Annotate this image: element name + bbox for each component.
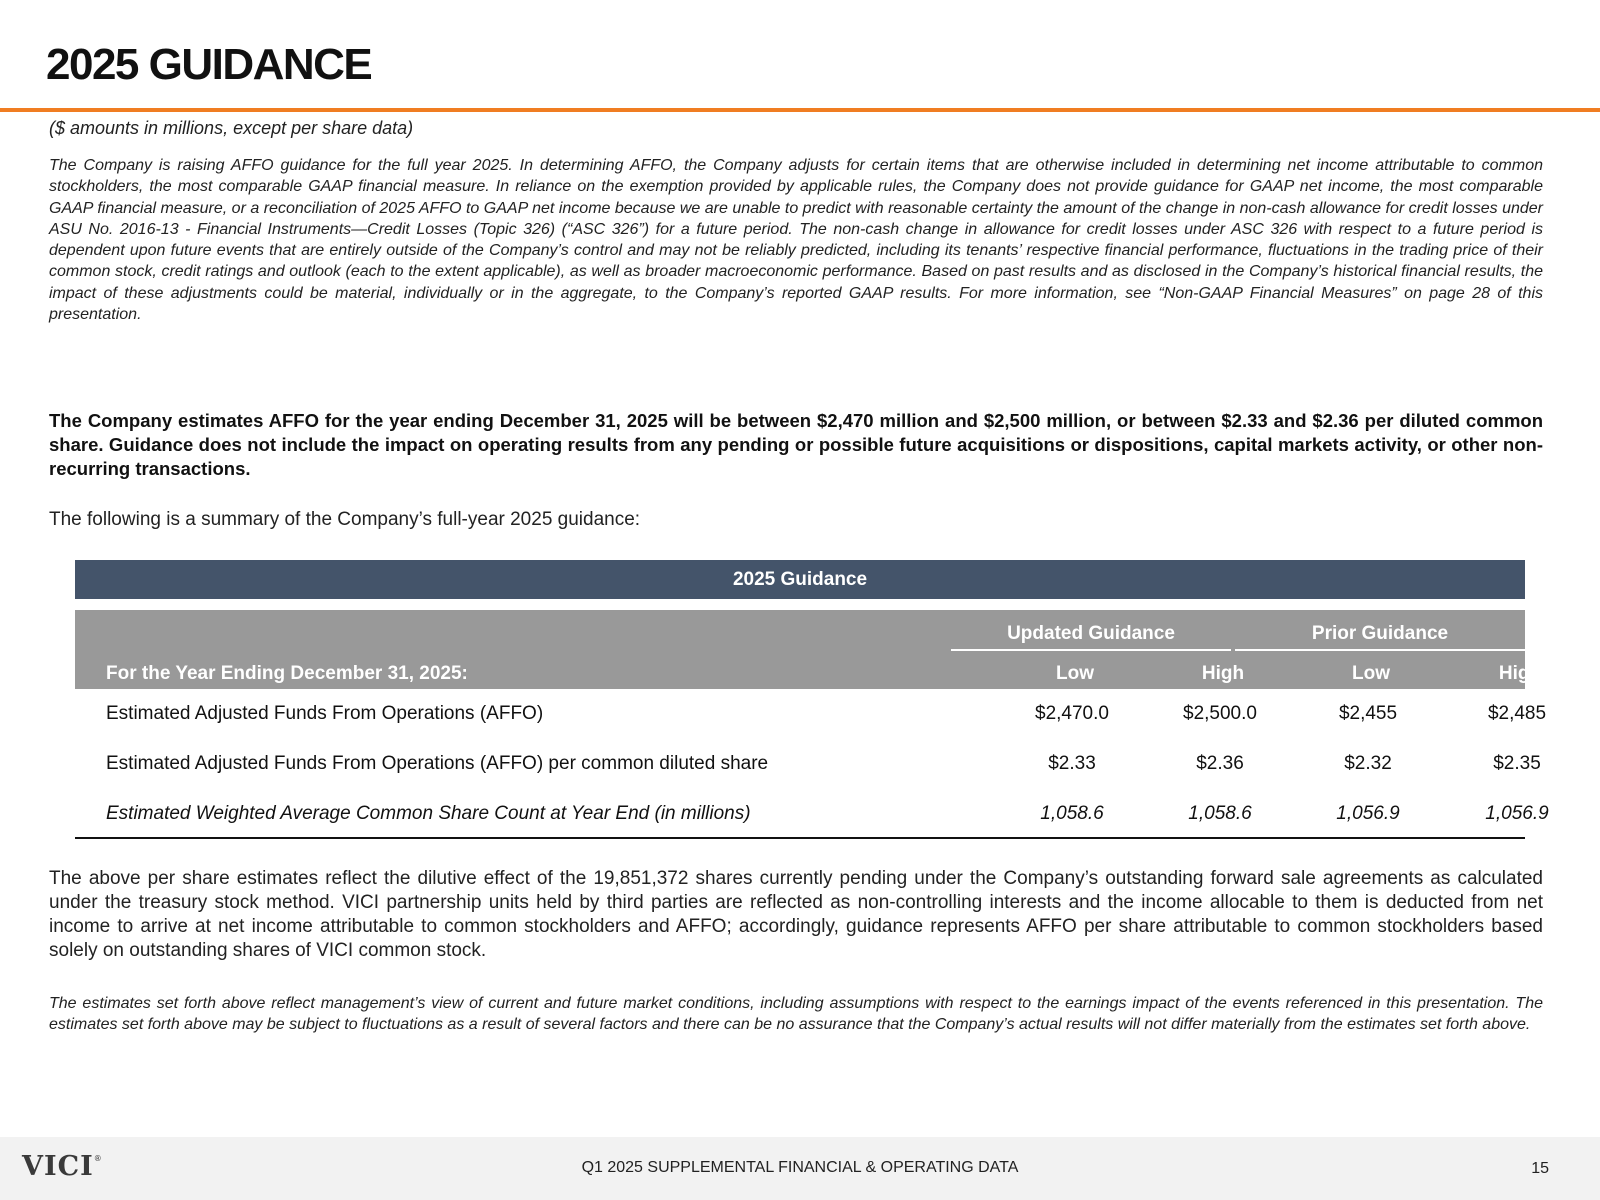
affo-estimate-statement: The Company estimates AFFO for the year ending December 31, 2025 will be between $2,470 million and $2,500 million, or between $2.33 and $2.36 per diluted common share. Guidance does not include the impact on operating results from any pending or possible future acquisitions or dispositions, capital markets activity, or other non-recurring transactions.: [49, 410, 1543, 479]
page-title: 2025 GUIDANCE: [46, 40, 372, 89]
per-share-notes-paragraph: The above per share estimates reflect the dilutive effect of the 19,851,372 shares currently pending under the Company’s outstanding forward sale agreements as calculated under the treasury stock method. VICI partnership units held by third parties are reflected as non-controlling interests and the income allocable to them is deducted from net income to arrive at net income attributable to common stockholders and AFFO; accordingly, guidance represents AFFO per share attributable to common stockholders based solely on outstanding shares of VICI common stock.: [49, 868, 1543, 961]
prior-guidance-underline: [1235, 649, 1525, 651]
cell-prior-low: 1,056.9: [1336, 803, 1400, 824]
table-row-share-count: [75, 789, 1549, 839]
table-row-affo-per-share: [75, 739, 1541, 789]
row-label: Estimated Adjusted Funds From Operations (AFFO): [106, 703, 544, 724]
guidance-table-banner: [75, 560, 1525, 599]
cell-prior-low: $2.32: [1344, 753, 1392, 774]
cell-updated-high: $2.36: [1196, 753, 1244, 774]
table-row-affo: [75, 689, 1547, 739]
prior-guidance-group-label: Prior Guidance: [1311, 623, 1449, 644]
col-prior-low: Low: [1352, 663, 1390, 684]
updated-guidance-group-label: Updated Guidance: [1007, 623, 1175, 644]
page-footer: [0, 1137, 1600, 1200]
col-updated-low: Low: [1056, 663, 1094, 684]
cell-updated-low: $2,470.0: [1035, 703, 1109, 724]
period-label: For the Year Ending December 31, 2025:: [106, 663, 468, 684]
affo-disclaimer-paragraph: The Company is raising AFFO guidance for the full year 2025. In determining AFFO, the Company adjusts for certain items that are otherwise included in determining net income attributable to common stockholders, the most comparable GAAP financial measure. In reliance on the exemption provided by applicable rules, the Company does not provide guidance for GAAP net income, the most comparable GAAP financial measure, or a reconciliation of 2025 AFFO to GAAP net income because we are unable to predict with reasonable certainty the amount of the change in non-cash allowance for credit losses under ASU No. 2016-13 - Financial Instruments—Credit Losses (Topic 326) (“ASC 326”) for a future period. The non-cash change in allowance for credit losses under ASC 326 with respect to a future period is dependent upon future events that are entirely outside of the Company’s control and may not be reliably predicted, including its tenants’ respective financial performance, fluctuations in the trading price of their common stock, credit ratings and outlook (each to the extent applicable), as well as broader macroeconomic performance. Based on past results and as disclosed in the Company’s historical financial results, the impact of these adjustments could be material, individually or in the aggregate, to the Company’s reported GAAP results. For more information, see “Non-GAAP Financial Measures” on page 28 of this presentation.: [49, 157, 1543, 324]
row-label: Estimated Weighted Average Common Share Count at Year End (in millions): [106, 803, 751, 824]
cell-prior-low: $2,455: [1338, 703, 1398, 724]
cell-prior-high: $2,485: [1487, 703, 1547, 724]
logo-text: VICI: [22, 1151, 94, 1182]
guidance-table-header: [75, 610, 1542, 689]
col-prior-high: High: [1498, 663, 1542, 684]
cell-prior-high: $2.35: [1493, 753, 1541, 774]
cell-updated-high: $2,500.0: [1183, 703, 1257, 724]
cell-updated-low: $2.33: [1048, 753, 1096, 774]
page-number: 15: [1531, 1160, 1549, 1177]
guidance-table-title: 2025 Guidance: [732, 568, 868, 590]
cell-updated-high: 1,058.6: [1188, 803, 1252, 824]
col-updated-high: High: [1201, 663, 1245, 684]
row-label: Estimated Adjusted Funds From Operations (AFFO) per common diluted share: [106, 753, 769, 774]
updated-guidance-underline: [951, 649, 1231, 651]
title-accent-rule: [0, 108, 1600, 112]
cell-updated-low: 1,058.6: [1040, 803, 1104, 824]
footer-caption: Q1 2025 SUPPLEMENTAL FINANCIAL & OPERATING DATA: [581, 1159, 1019, 1176]
registered-mark: ®: [93, 1154, 103, 1163]
units-note: ($ amounts in millions, except per share data): [49, 118, 414, 138]
summary-intro: The following is a summary of the Company’s full-year 2025 guidance:: [49, 509, 641, 530]
table-bottom-rule: [75, 837, 1525, 839]
estimates-caveat-paragraph: The estimates set forth above reflect management’s view of current and future market conditions, including assumptions with respect to the earnings impact of the events referenced in this presentation. The estimates set forth above may be subject to fluctuations as a result of several factors and there can be no assurance that the Company’s actual results will not differ materially from the estimates set forth above.: [49, 995, 1543, 1034]
cell-prior-high: 1,056.9: [1485, 803, 1549, 824]
